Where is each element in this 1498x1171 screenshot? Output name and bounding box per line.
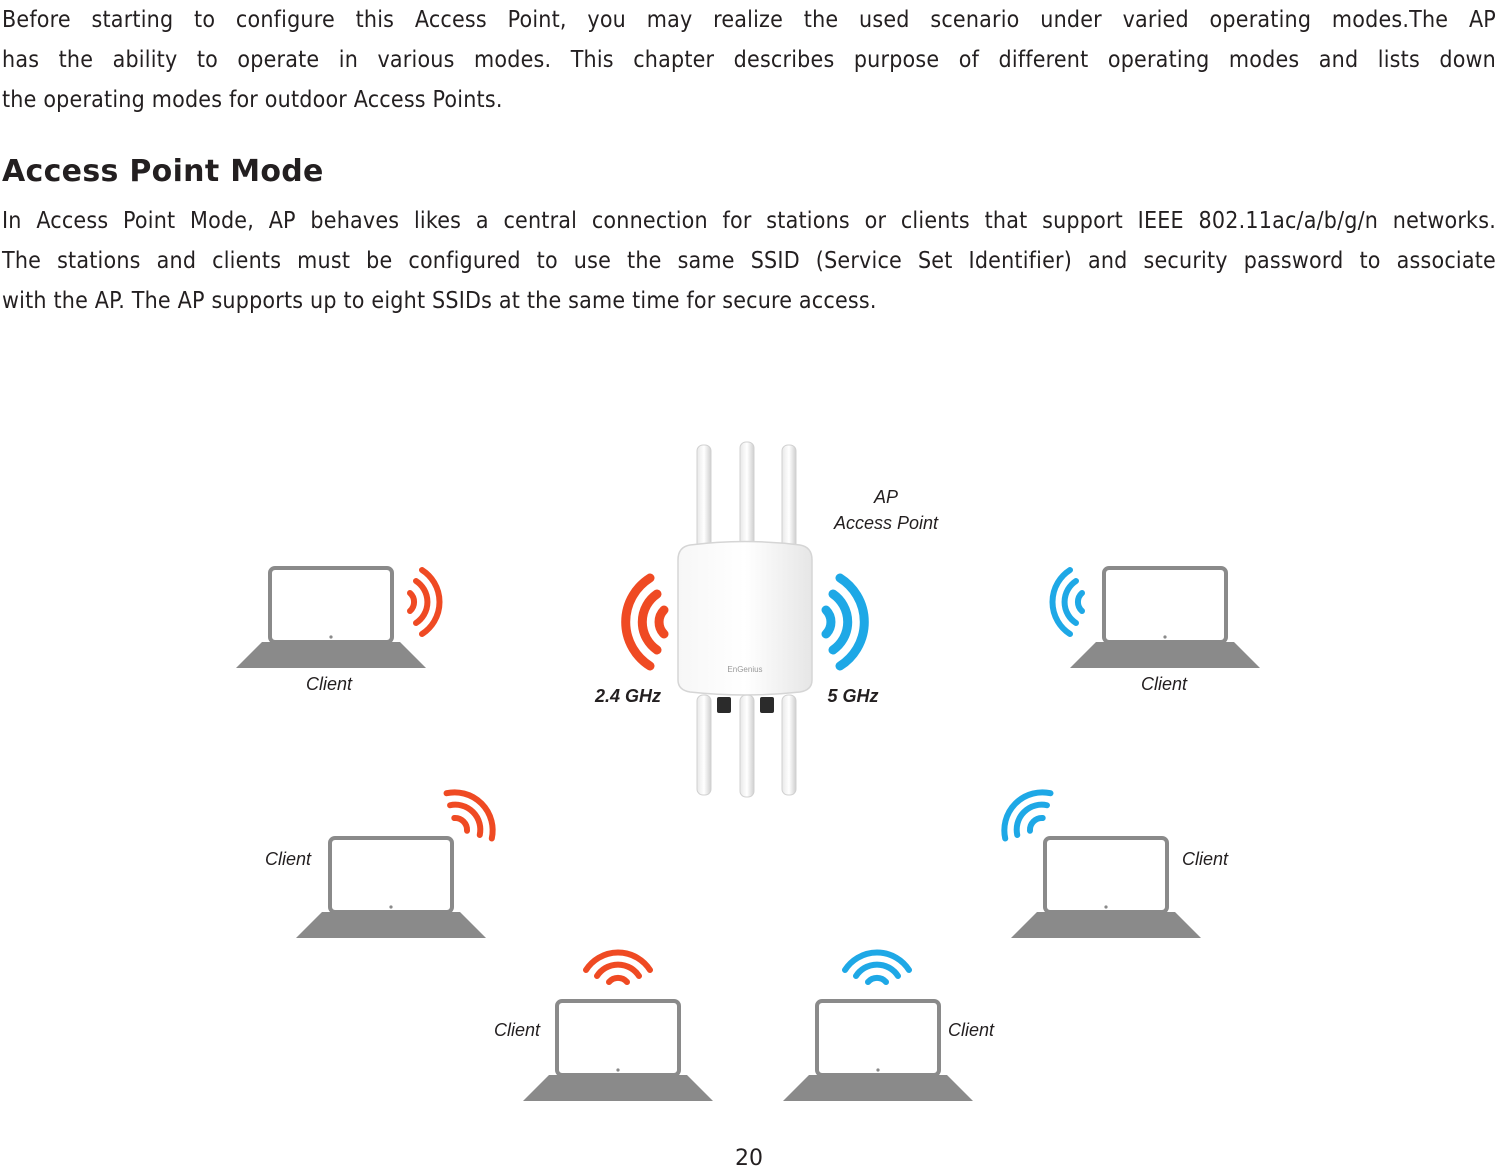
client-label: Client [264,849,312,869]
wifi-signal-icon [410,570,440,634]
section-paragraph [2,201,1496,321]
intro-line: has the ability to operate in various modes. This chapter describes purpose of different operating modes and lists down [2,47,1496,73]
wifi-signal-icon [1052,570,1082,634]
brand-logo: EnGenius [727,665,763,674]
section-line: In Access Point Mode, AP behaves likes a central connection for stations or clients that support IEEE 802.11ac/a/b/g/n networks. [2,208,1496,234]
intro-paragraph [2,0,1496,120]
client-laptop-middle-left [265,781,504,938]
access-point-diagram [0,420,1498,1120]
client-label: Client [1181,849,1229,869]
client-label: Client [493,1020,541,1040]
wifi-signal-icon [586,952,650,982]
client-label: Client [1140,674,1188,694]
ap-label: AP [873,487,899,507]
client-laptop-middle-right [993,781,1229,938]
access-point-device [678,442,812,797]
section-line: with the AP. The AP supports up to eight SSIDs at the same time for secure access. [2,288,877,314]
section-line: The stations and clients must be configured to use the same SSID (Service Set Identifier) and security password to associate [2,248,1496,274]
ap-sublabel: Access Point [833,513,939,533]
client-laptop-top-right [1052,568,1260,694]
client-laptop-bottom-right [783,952,995,1101]
intro-line: the operating modes for outdoor Access Points. [2,87,503,113]
section-heading: Access Point Mode [2,154,324,189]
client-laptop-bottom-left [494,952,713,1101]
wifi-signal-icon [845,952,909,982]
client-label: Client [305,674,353,694]
intro-line: Before starting to configure this Access Point, you may realize the used scenario under varied operating modes.The AP [2,7,1496,33]
client-label: Client [947,1020,995,1040]
client-laptop-top-left [236,568,440,694]
band-24-label: 2.4 GHz [594,686,662,706]
page-number: 20 [735,1146,763,1171]
wifi-2-4ghz-icon [626,578,664,666]
wifi-5ghz-icon [826,578,864,666]
band-5-label: 5 GHz [827,686,879,706]
